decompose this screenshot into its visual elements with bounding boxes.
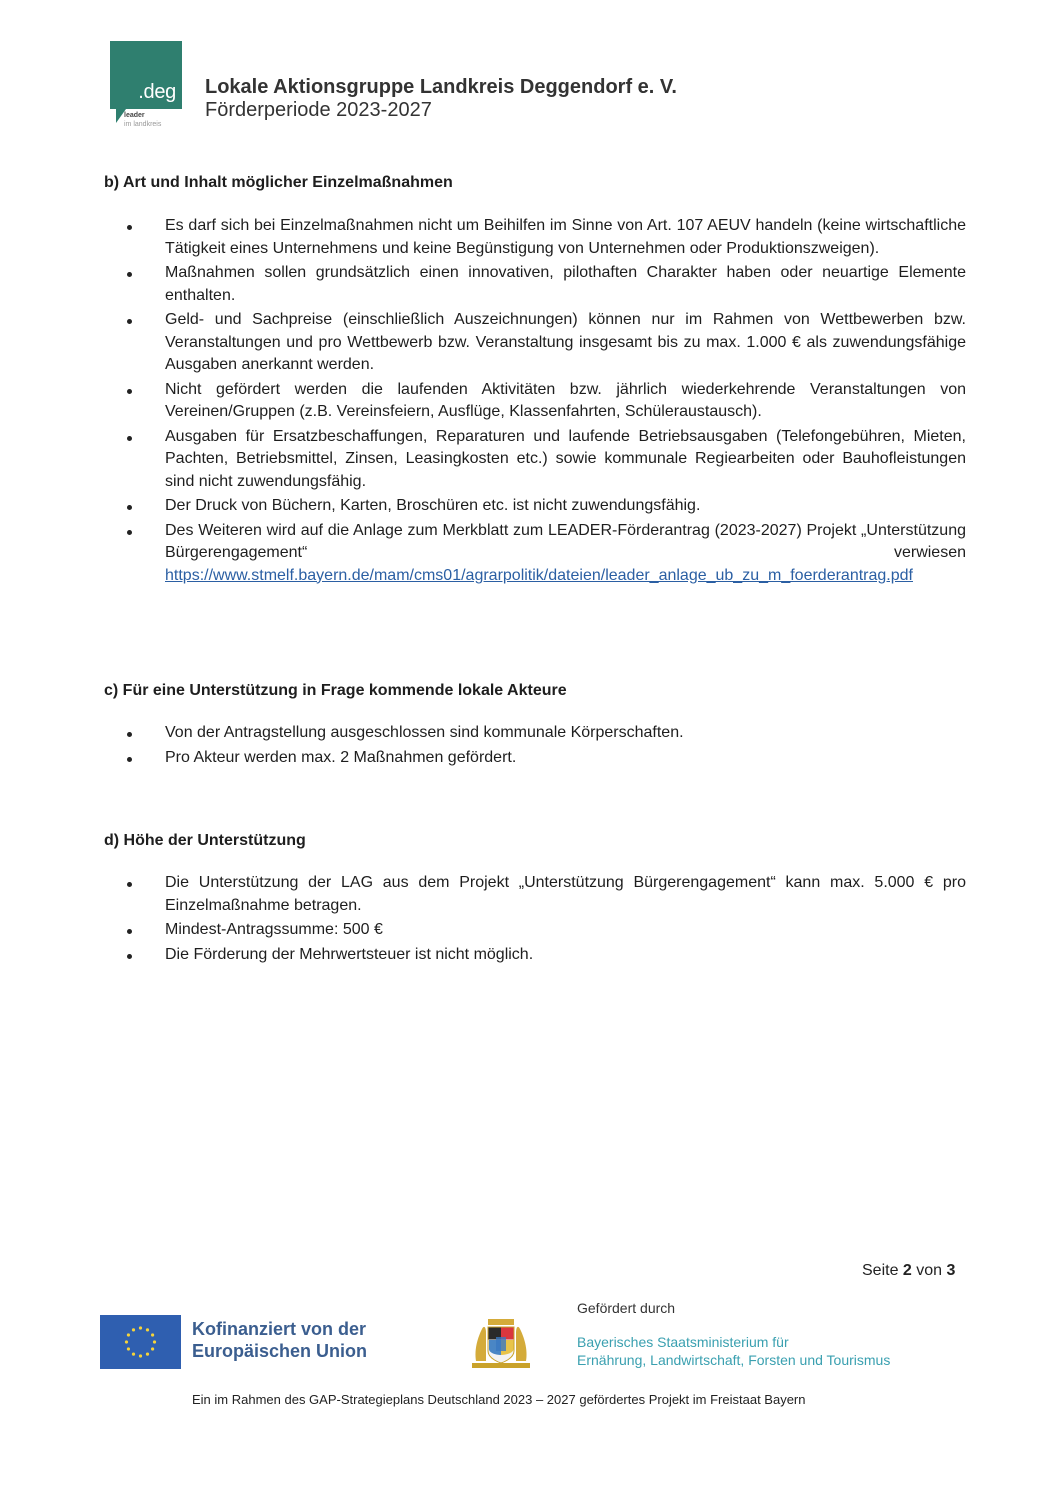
funding-period: Förderperiode 2023-2027 — [205, 99, 432, 121]
section-b-list — [104, 215, 966, 589]
current-page: 2 — [902, 1262, 912, 1279]
logo-subtitle-1: leader — [124, 112, 145, 119]
merkblatt-link[interactable]: https://www.stmelf.bayern.de/mam/cms01/agrarpolitik/dateien/leader_anlage_ub_zu_m_foerderantrag.pdf — [165, 566, 913, 584]
list-item-text: Des Weiteren wird auf die Anlage zum Merkblatt zum LEADER-Förderantrag (2023-2027) Projekt „Unterstützung Bürgerengagement“ verwiesen — [165, 521, 966, 561]
list-item: Die Unterstützung der LAG aus dem Projekt „Unterstützung Bürgerengagement“ kann max. 5.000 € pro Einzelmaßnahme betragen. — [104, 872, 966, 917]
ministry-name: Bayerisches Staatsministerium für Ernährung, Landwirtschaft, Forsten und Tourismus — [577, 1334, 891, 1368]
document-header — [110, 41, 810, 141]
list-item: Die Förderung der Mehrwertsteuer ist nicht möglich. — [104, 944, 966, 967]
eu-flag-icon — [100, 1315, 181, 1369]
section-d-list — [104, 872, 966, 968]
eu-cofunding-text: Kofinanziert von der Europäischen Union — [192, 1319, 368, 1361]
list-item: Es darf sich bei Einzelmaßnahmen nicht um Beihilfen im Sinne von Art. 107 AEUV handeln (keine wirtschaftliche Tätigkeit eines Unternehmens und keine Begünstigung von Unternehmen oder Produktionszweigen). — [104, 215, 966, 260]
section-heading-d: d) Höhe der Unterstützung — [104, 832, 306, 849]
list-item: Ausgaben für Ersatzbeschaffungen, Reparaturen und laufende Betriebsausgaben (Telefongebühren, Mieten, Pachten, Betriebsmittel, Zinsen, Leasingkosten etc.) sowie kommunale Regiearbeiten oder Bauhofleistungen sind nicht zuwendungsfähig. — [104, 426, 966, 494]
list-item: Von der Antragstellung ausgeschlossen sind kommunale Körperschaften. — [104, 722, 966, 745]
list-item: Nicht gefördert werden die laufenden Aktivitäten bzw. jährlich wiederkehrende Veranstaltungen von Vereinen/Gruppen (z.B. Vereinsfeiern, Ausflüge, Klassenfahrten, Schüleraustausch). — [104, 379, 966, 424]
list-item: Der Druck von Büchern, Karten, Broschüren etc. ist nicht zuwendungsfähig. — [104, 495, 966, 518]
section-heading-c: c) Für eine Unterstützung in Frage kommende lokale Akteure — [104, 682, 567, 699]
total-pages: 3 — [946, 1262, 956, 1279]
list-item: Maßnahmen sollen grundsätzlich einen innovativen, pilothaften Charakter haben oder neuartige Elemente enthalten. — [104, 262, 966, 307]
leader-deg-logo — [110, 41, 182, 137]
organization-title: Lokale Aktionsgruppe Landkreis Deggendorf e. V. — [205, 76, 677, 98]
section-c-list — [104, 722, 966, 771]
list-item: Geld- und Sachpreise (einschließlich Auszeichnungen) können nur im Rahmen von Wettbewerben bzw. Veranstaltungen und pro Wettbewerb bzw. Veranstaltung insgesamt bis zu max. 1.000 € als zuwendungsfähige Ausgaben anerkannt werden. — [104, 309, 966, 377]
bavaria-coat-of-arms-icon — [472, 1315, 530, 1369]
footer-note: Ein im Rahmen des GAP-Strategieplans Deutschland 2023 – 2027 gefördertes Projekt im Freistaat Bayern — [192, 1392, 806, 1407]
page-number: Seite 2 von 3 — [862, 1262, 956, 1279]
logo-subtitle-2: im landkreis — [124, 121, 162, 128]
funded-by-label: Gefördert durch — [577, 1300, 676, 1316]
list-item: Pro Akteur werden max. 2 Maßnahmen gefördert. — [104, 747, 966, 770]
logo-text: .deg — [138, 81, 176, 103]
list-item — [104, 520, 966, 588]
section-heading-b: b) Art und Inhalt möglicher Einzelmaßnahmen — [104, 174, 453, 191]
list-item: Mindest-Antragssumme: 500 € — [104, 919, 966, 942]
